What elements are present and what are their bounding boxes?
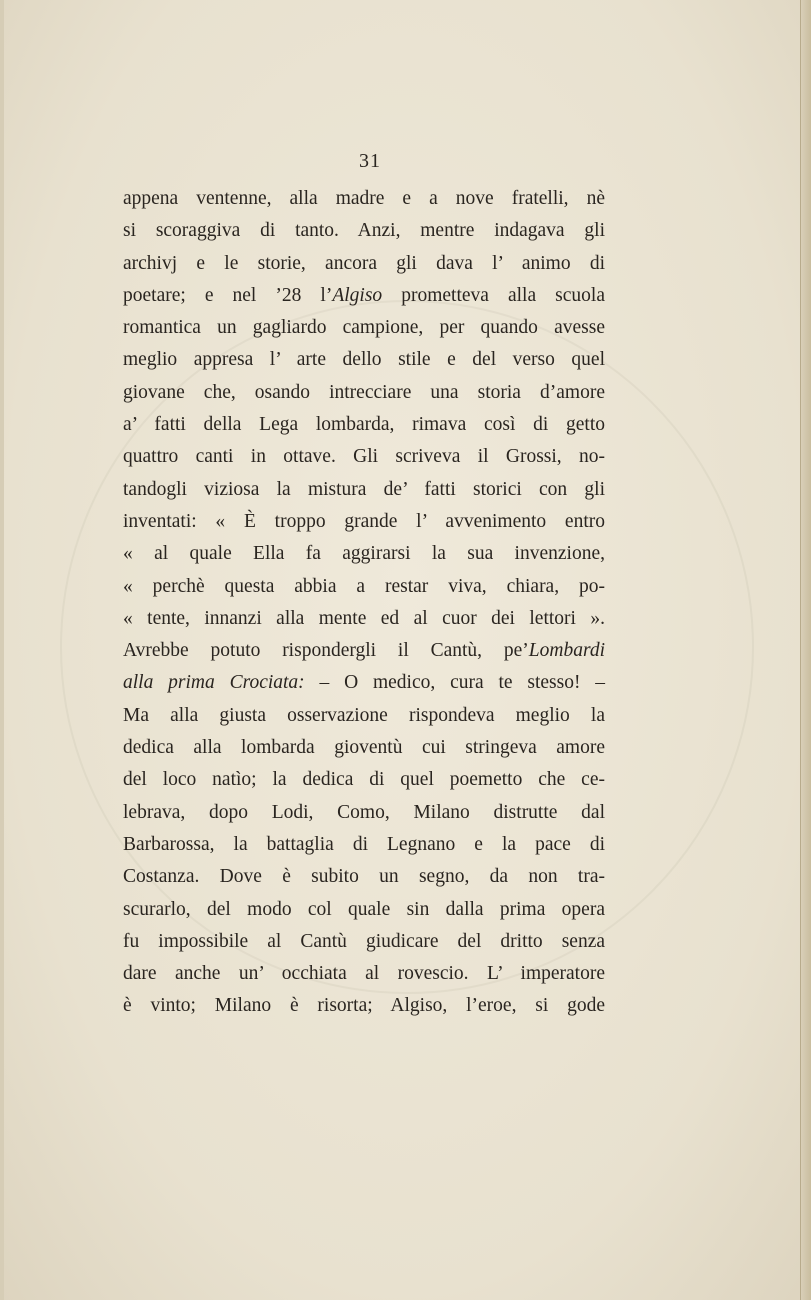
- text-segment: Ma alla giusta osservazione rispondeva meglio la: [123, 704, 605, 726]
- text-segment: poetare; e nel ’28 l’: [123, 284, 333, 306]
- text-segment: – O medico, cura te stesso! –: [304, 672, 606, 694]
- text-segment: inventati: « È troppo grande l’ avvenimento entro: [123, 510, 605, 532]
- italic-text: Algiso: [332, 284, 383, 306]
- text-segment: meglio appresa l’ arte dello stile e del verso quel: [123, 349, 605, 371]
- text-line: [123, 183, 605, 215]
- text-line: [123, 409, 605, 441]
- text-segment: dare anche un’ occhiata al rovescio. L’ imperatore: [123, 963, 605, 985]
- text-line: [123, 926, 605, 958]
- text-segment: Barbarossa, la battaglia di Legnano e la pace di: [123, 833, 605, 855]
- text-segment: giovane che, osando intrecciare una storia d’amore: [123, 381, 605, 403]
- text-segment: quattro canti in ottave. Gli scriveva il Grossi, no-: [123, 446, 605, 468]
- text-line: [123, 958, 605, 990]
- text-line: [123, 571, 605, 603]
- body-text: [123, 183, 605, 1023]
- text-segment: « al quale Ella fa aggirarsi la sua invenzione,: [123, 543, 605, 565]
- page-number: 31: [359, 150, 381, 172]
- text-segment: archivj e le storie, ancora gli dava l’ animo di: [123, 252, 605, 274]
- text-line: [123, 732, 605, 764]
- italic-text: alla prima Crociata:: [123, 672, 305, 694]
- text-line: [123, 344, 605, 376]
- text-line: [123, 312, 605, 344]
- text-line: [123, 700, 605, 732]
- text-segment: è vinto; Milano è risorta; Algiso, l’eroe, si gode: [123, 995, 605, 1017]
- text-line: [123, 861, 605, 893]
- text-line: [123, 797, 605, 829]
- text-segment: lebrava, dopo Lodi, Como, Milano distrutte dal: [123, 801, 605, 823]
- text-line: [123, 667, 605, 699]
- text-segment: scurarlo, del modo col quale sin dalla prima opera: [123, 898, 605, 920]
- text-line: [123, 280, 605, 312]
- text-line: [123, 248, 605, 280]
- text-line: [123, 990, 605, 1022]
- text-segment: a’ fatti della Lega lombarda, rimava così di getto: [123, 414, 605, 436]
- text-line: [123, 377, 605, 409]
- text-line: [123, 635, 605, 667]
- text-segment: « tente, innanzi alla mente ed al cuor dei lettori ».: [123, 607, 605, 629]
- text-segment: fu impossibile al Cantù giudicare del dritto senza: [123, 930, 605, 952]
- text-line: [123, 441, 605, 473]
- text-segment: romantica un gagliardo campione, per quando avesse: [123, 317, 605, 339]
- text-line: [123, 538, 605, 570]
- text-segment: Avrebbe potuto rispondergli il Cantù, pe’: [123, 640, 529, 662]
- text-line: [123, 474, 605, 506]
- text-segment: dedica alla lombarda gioventù cui stringeva amore: [123, 737, 605, 759]
- text-segment: del loco natìo; la dedica di quel poemetto che ce-: [123, 769, 605, 791]
- text-line: [123, 829, 605, 861]
- text-line: [123, 894, 605, 926]
- text-segment: appena ventenne, alla madre e a nove fratelli, nè: [123, 188, 605, 209]
- page-left-edge: [0, 0, 4, 1300]
- text-segment: prometteva alla scuola: [382, 284, 605, 306]
- text-segment: Costanza. Dove è subito un segno, da non tra-: [123, 866, 605, 888]
- text-segment: si scoraggiva di tanto. Anzi, mentre indagava gli: [123, 220, 605, 242]
- text-segment: « perchè questa abbia a restar viva, chiara, po-: [123, 575, 605, 597]
- text-line: [123, 506, 605, 538]
- italic-text: Lombardi: [528, 640, 605, 662]
- text-segment: tandogli viziosa la mistura de’ fatti storici con gli: [123, 478, 605, 500]
- text-line: [123, 764, 605, 796]
- page-right-edge: [800, 0, 811, 1300]
- text-line: [123, 603, 605, 635]
- text-line: [123, 215, 605, 247]
